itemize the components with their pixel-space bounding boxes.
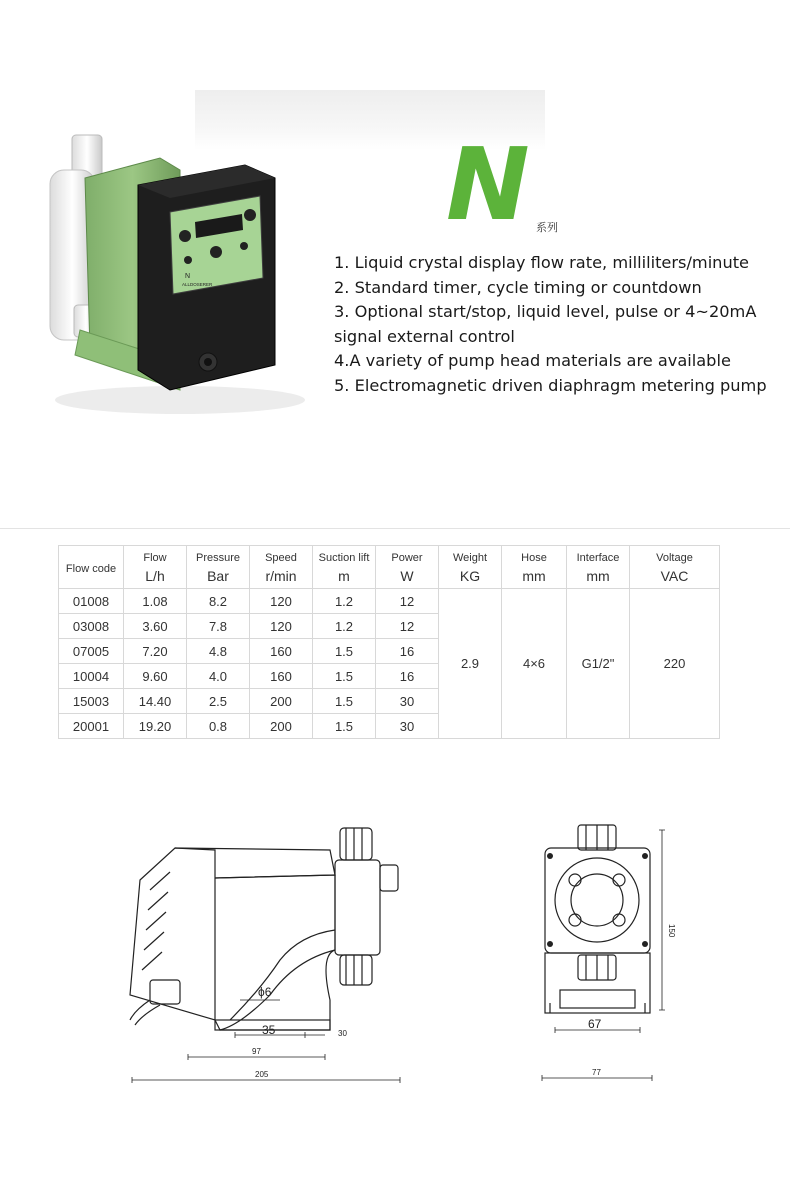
dim-150-label: 150: [667, 924, 676, 938]
table-header-row: [59, 546, 720, 589]
table-row: 01008 1.08 8.2 120 1.2 12 2.9 4×6 G1/2" 220: [59, 589, 720, 614]
feature-item: 2. Standard timer, cycle timing or countdown: [334, 277, 702, 297]
front-view-drawing: [530, 820, 680, 1090]
dim-67-label: 67: [588, 1017, 602, 1031]
col-voltage: Voltage VAC: [630, 546, 720, 589]
col-speed: Speed r/min: [250, 546, 313, 589]
hose-cell: 4×6: [502, 589, 567, 739]
feature-item: 3. Optional start/stop, liquid level, pulse or 4~20mA: [334, 302, 757, 322]
dim-30-label: 30: [338, 1029, 347, 1038]
dim-77-label: 77: [592, 1068, 601, 1077]
interface-cell: G1/2": [567, 589, 630, 739]
panel-model-text: ALLDOSERER: [182, 282, 213, 287]
side-view-drawing: [120, 820, 420, 1090]
col-hose: Hose mm: [502, 546, 567, 589]
feature-item: 1. Liquid crystal display flow rate, milliliters/minute: [334, 253, 750, 272]
col-power: Power W: [376, 546, 439, 589]
table-row: 03008 3.60 7.8 120 1.2 12: [59, 614, 720, 639]
weight-cell: 2.9: [439, 589, 502, 739]
table-row: 15003 14.40 2.5 200 1.5 30: [59, 689, 720, 714]
feature-item: signal external control: [334, 326, 515, 346]
dim-205-label: 205: [255, 1070, 269, 1079]
pump-product-image: [30, 100, 310, 420]
section-divider: [0, 528, 790, 529]
table-row: 20001 19.20 0.8 200 1.5 30: [59, 714, 720, 739]
series-logo-letter: N: [446, 126, 528, 243]
spec-table: [58, 545, 720, 739]
voltage-cell: 220: [630, 589, 720, 739]
dim-97-label: 97: [252, 1047, 261, 1056]
table-row: 07005 7.20 4.8 160 1.5 16: [59, 639, 720, 664]
feature-item: 5. Electromagnetic driven diaphragm metering pump: [334, 375, 767, 395]
dim-35-label: 35: [262, 1023, 276, 1037]
diameter-label: ϕ6: [258, 985, 272, 999]
panel-brand-text: N: [185, 273, 191, 280]
col-interface: Interface mm: [567, 546, 630, 589]
col-weight: Weight KG: [439, 546, 502, 589]
feature-item: 4.A variety of pump head materials are available: [334, 351, 731, 371]
col-flow-code: Flow code: [59, 546, 124, 589]
series-logo-suffix: 系列: [536, 222, 558, 234]
table-row: 10004 9.60 4.0 160 1.5 16: [59, 664, 720, 689]
col-flow: Flow L/h: [124, 546, 187, 589]
col-pressure: Pressure Bar: [187, 546, 250, 589]
feature-list: [334, 251, 790, 399]
col-suction-lift: Suction lift m: [313, 546, 376, 589]
